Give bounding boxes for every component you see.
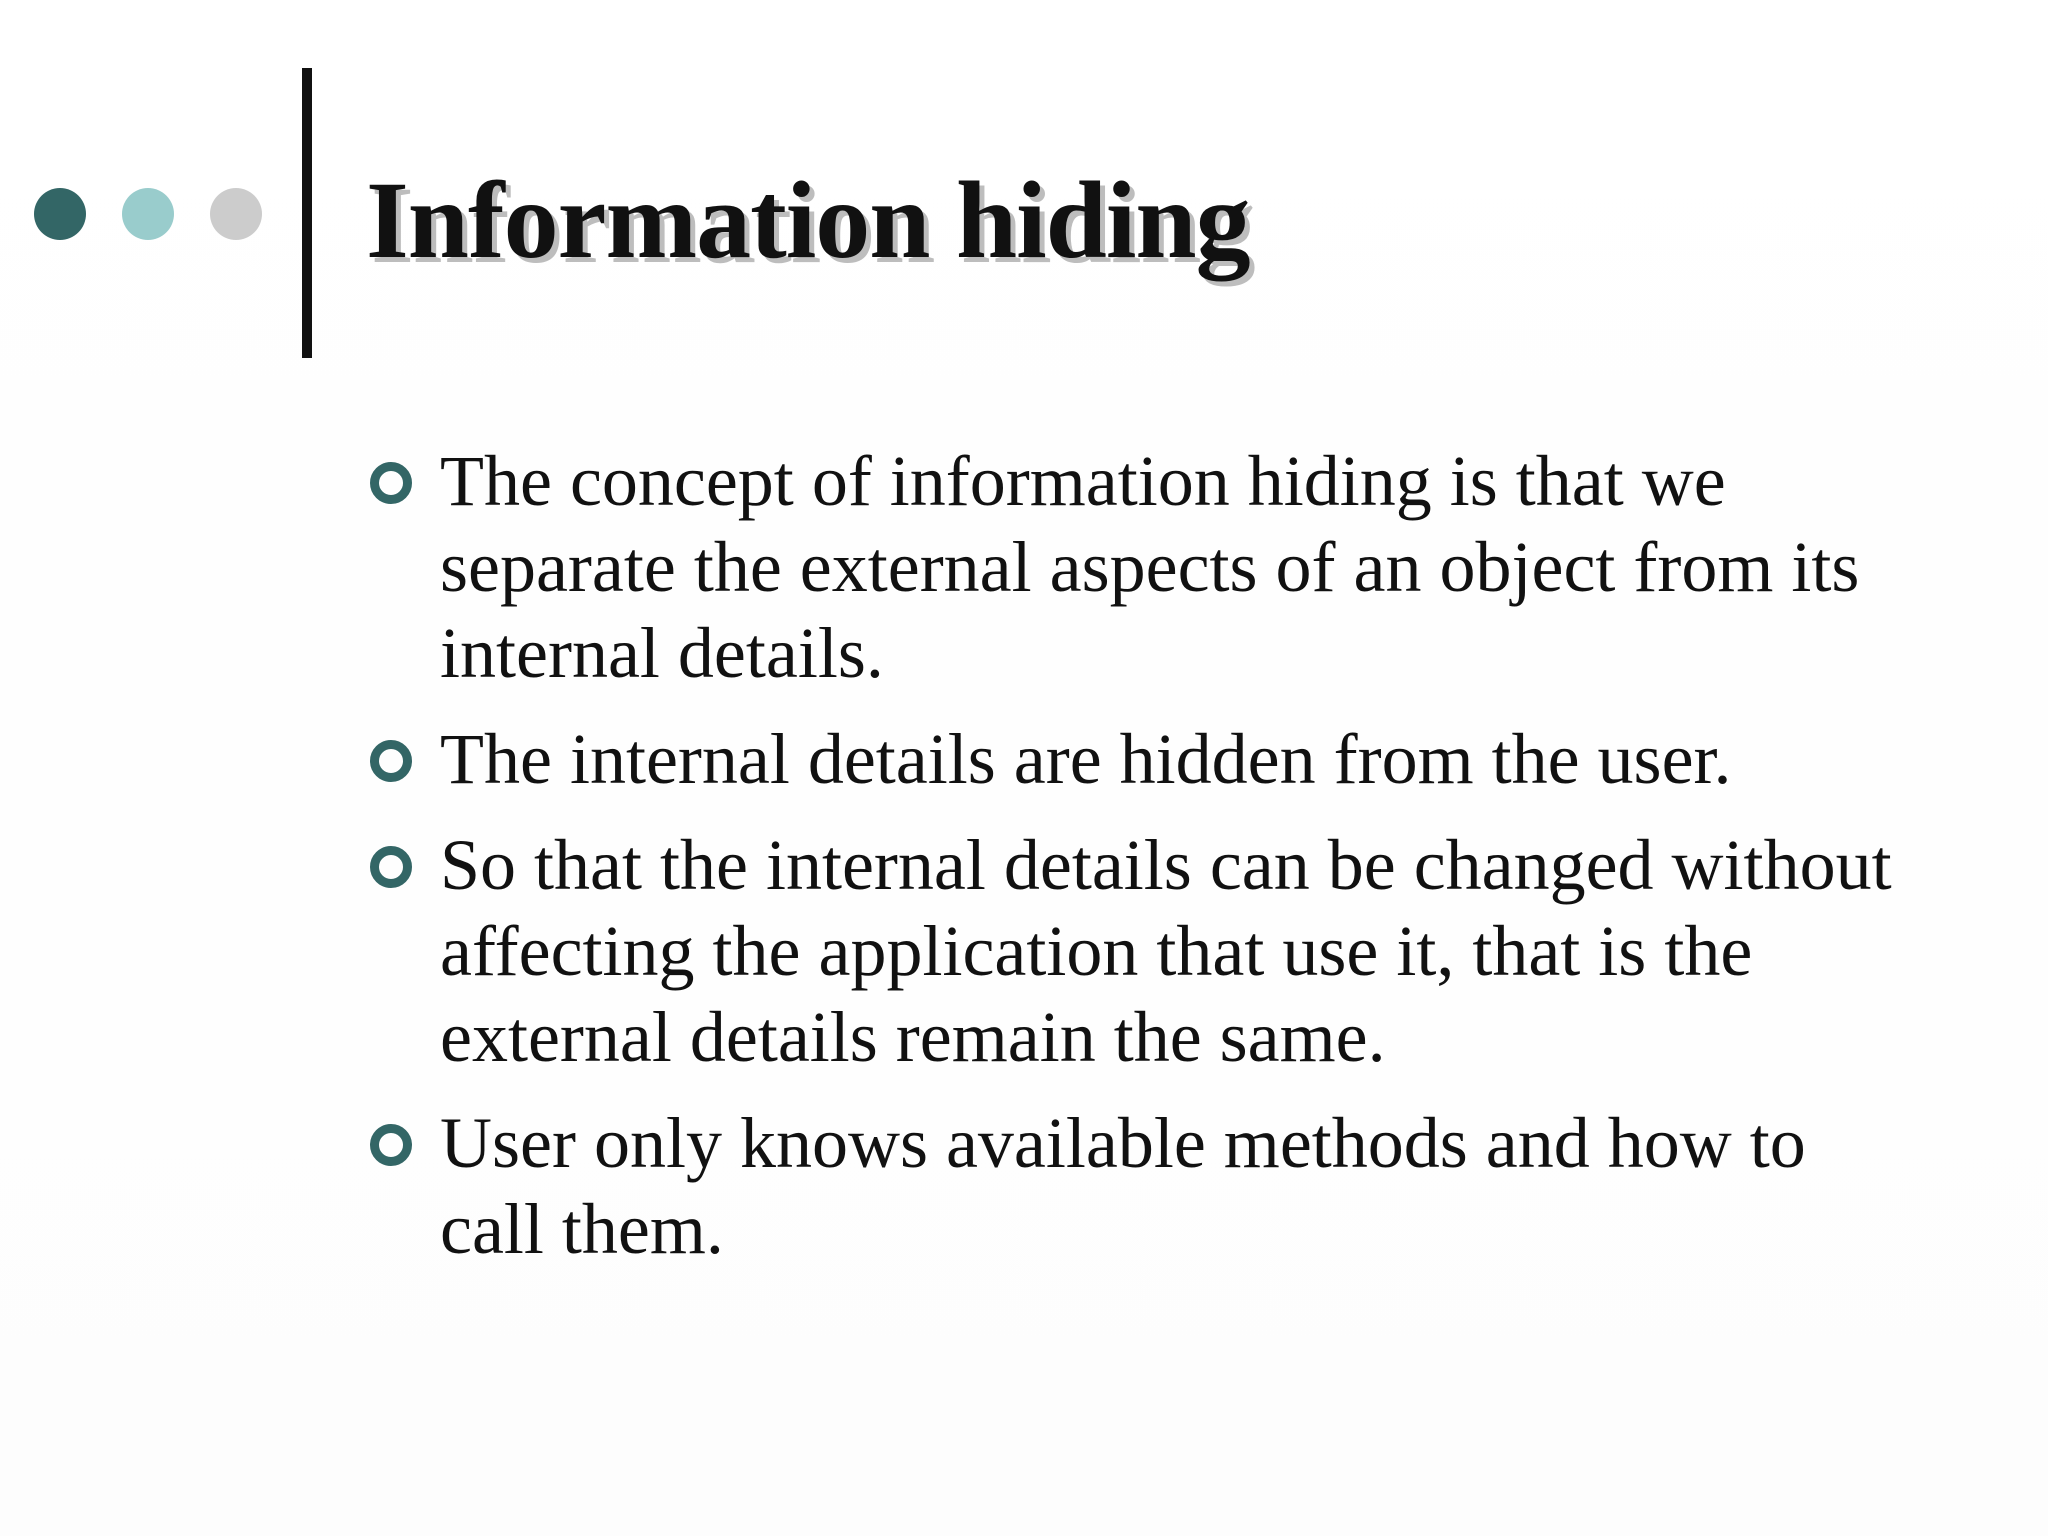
hollow-circle-bullet-icon [370,1124,412,1166]
gray-dot-icon [210,188,262,240]
light-teal-dot-icon [122,188,174,240]
hollow-circle-bullet-icon [370,740,412,782]
hollow-circle-bullet-icon [370,462,412,504]
bullet-item [364,1100,1924,1272]
dark-teal-dot-icon [34,188,86,240]
bullet-item [364,438,1924,696]
bullet-item [364,716,1924,802]
decorative-dots [34,188,262,240]
bullet-text: The internal details are hidden from the user. [440,719,1732,799]
bullet-text: The concept of information hiding is that we separate the external aspects of an object from its internal details. [440,441,1860,693]
bullet-item [364,822,1924,1080]
bullet-text: So that the internal details can be changed without affecting the application that use it, that is the external details remain the same. [440,825,1892,1077]
bullet-text: User only knows available methods and how to call them. [440,1103,1806,1269]
slide-title: Information hiding [366,159,1250,281]
bullet-list [364,438,1924,1292]
hollow-circle-bullet-icon [370,846,412,888]
title-divider-line [302,68,312,358]
